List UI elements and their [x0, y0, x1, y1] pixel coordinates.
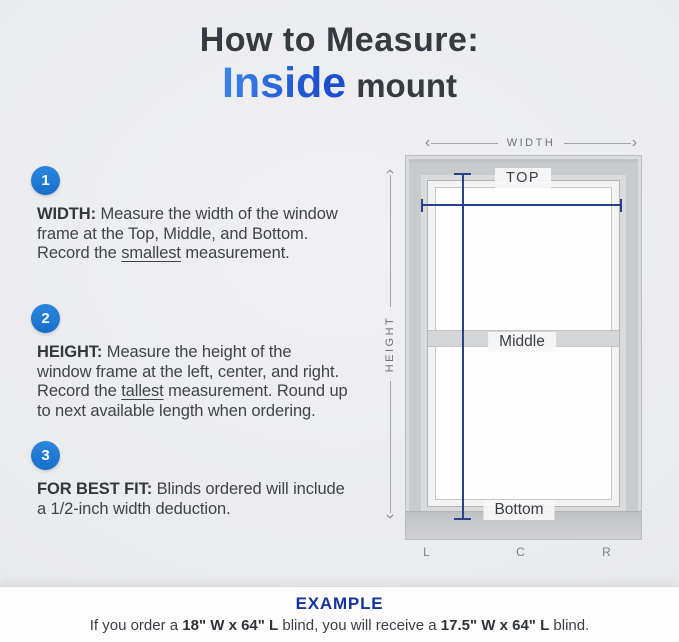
- step-3: [31, 441, 353, 519]
- dimension-line: [390, 175, 391, 306]
- height-measure-cap-bottom: [454, 518, 471, 520]
- step-1-number-badge: 1: [31, 166, 60, 195]
- example-section: [0, 586, 679, 642]
- title-accent-inside: Inside: [221, 59, 347, 107]
- step-3-text: [37, 480, 349, 519]
- title-line1: How to Measure:: [199, 21, 480, 59]
- title-suffix-mount: mount: [356, 67, 458, 104]
- width-measure-cap-right: [620, 199, 622, 212]
- example-order-size: 18" W x 64" L: [182, 617, 279, 634]
- step-2: [31, 304, 353, 421]
- dimension-line: [390, 381, 391, 512]
- width-dimension-label: WIDTH: [506, 137, 556, 149]
- tick-left: L: [423, 545, 431, 559]
- label-top: TOP: [495, 168, 551, 188]
- width-measure-line: [421, 204, 622, 206]
- arrow-down-icon: ‹: [381, 513, 398, 519]
- height-dimension-label: HEIGHT: [384, 315, 396, 373]
- step-2-underlined-word: tallest: [121, 382, 164, 400]
- height-measure-cap-top: [454, 173, 471, 175]
- example-post: blind.: [549, 617, 590, 634]
- step-1: [31, 166, 353, 264]
- dimension-line: [431, 143, 497, 144]
- width-measure-cap-left: [421, 199, 423, 212]
- example-heading: EXAMPLE: [295, 594, 384, 613]
- step-3-number-badge: 3: [31, 441, 60, 470]
- step-1-body-end: measurement.: [180, 244, 290, 262]
- label-middle: Middle: [488, 332, 556, 352]
- tick-right: R: [602, 545, 612, 559]
- step-1-text: [37, 205, 349, 264]
- example-text: [0, 617, 679, 634]
- page-title: [0, 20, 679, 116]
- step-2-text: [37, 343, 349, 421]
- width-dimension-arrow: [424, 135, 638, 151]
- step-2-label: HEIGHT:: [37, 343, 103, 361]
- step-1-underlined-word: smallest: [121, 244, 181, 262]
- dimension-line: [564, 143, 630, 144]
- height-measure-line: [462, 174, 464, 520]
- height-dimension-arrow: [382, 168, 398, 520]
- step-1-body: Measure the width of the window frame at the Top, Middle, and Bottom. Record the: [37, 205, 338, 262]
- step-3-body: Blinds ordered will include a 1/2-inch width deduction.: [37, 480, 345, 518]
- step-1-label: WIDTH:: [37, 205, 96, 223]
- tick-center: C: [516, 545, 526, 559]
- title-line2: [0, 60, 679, 116]
- arrow-up-icon: ›: [381, 169, 398, 175]
- step-3-label: FOR BEST FIT:: [37, 480, 153, 498]
- arrow-left-icon: ‹: [425, 134, 431, 151]
- step-2-number-badge: 2: [31, 304, 60, 333]
- example-receive-size: 17.5" W x 64" L: [440, 617, 550, 634]
- step-2-body: Measure the height of the window frame at the left, center, and right. Record the: [37, 343, 339, 400]
- step-2-body-end: measurement. Round up to next available length when ordering.: [37, 382, 348, 420]
- label-bottom: Bottom: [483, 500, 554, 520]
- example-pre: If you order a: [89, 617, 183, 634]
- arrow-right-icon: ›: [631, 134, 638, 151]
- example-mid: blind, you will receive a: [278, 617, 441, 634]
